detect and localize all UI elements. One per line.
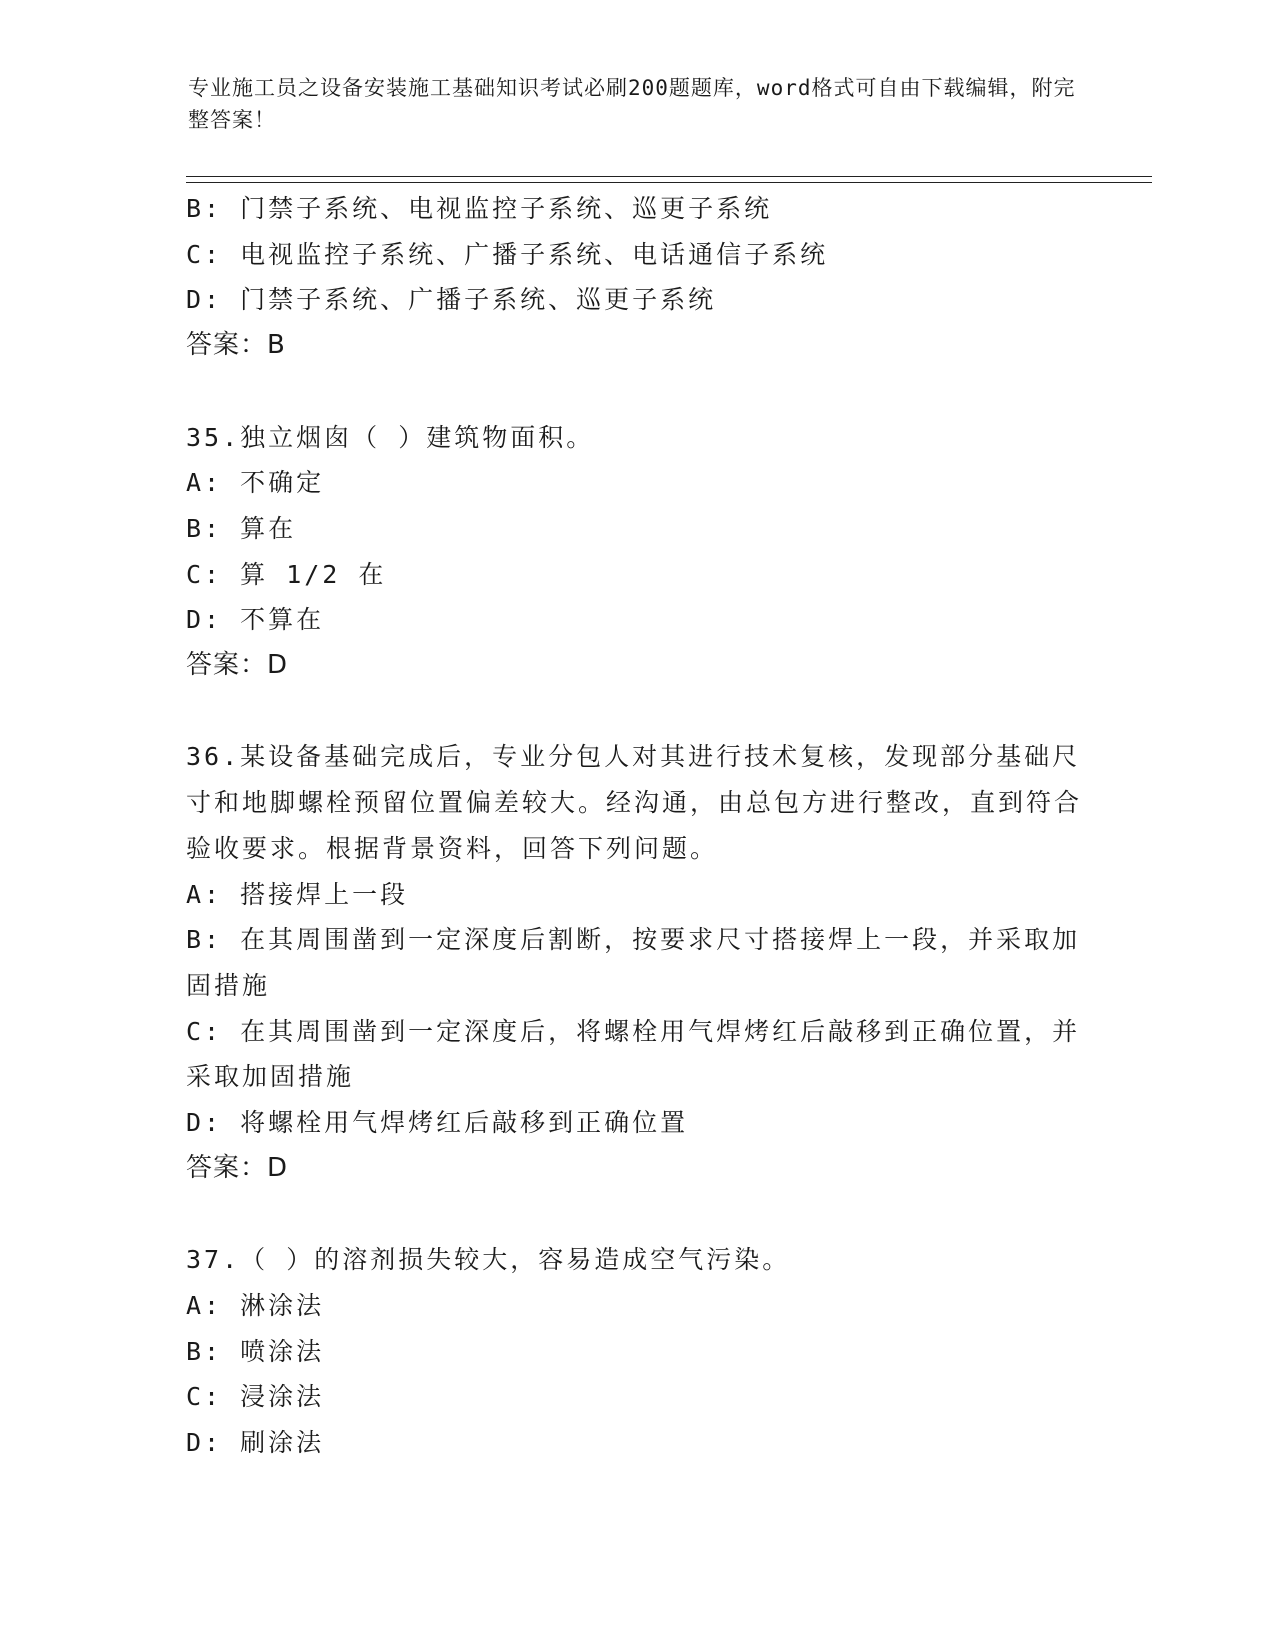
q35-option-d: D: 不算在: [186, 605, 325, 635]
q37-question: 37.（ ）的溶剂损失较大，容易造成空气污染。: [186, 1245, 791, 1275]
q35-option-c: C: 算 1/2 在: [186, 559, 387, 589]
q36-answer: 答案：D: [186, 1152, 289, 1183]
q37-option-a: A: 淋涂法: [186, 1290, 325, 1320]
header-divider: [186, 176, 1152, 183]
q34-answer: 答案：B: [186, 330, 286, 361]
q35-answer: 答案：D: [186, 650, 289, 681]
spacer: [186, 1191, 1086, 1237]
q37-option-b: B: 喷涂法: [186, 1336, 325, 1366]
page-header-title: 专业施工员之设备安装施工基础知识考试必刷200题题库，word格式可自由下载编辑，附完整答案！: [188, 76, 1076, 132]
q36-option-a: A: 搭接焊上一段: [186, 879, 409, 909]
q34-option-b: B: 门禁子系统、电视监控子系统、巡更子系统: [186, 194, 773, 223]
document-body: [186, 186, 1086, 1466]
q36-option-d: D: 将螺栓用气焊烤红后敲移到正确位置: [186, 1108, 689, 1138]
q34-option-c: C: 电视监控子系统、广播子系统、电话通信子系统: [186, 239, 829, 269]
q37-option-d: D: 刷涂法: [186, 1427, 325, 1457]
question-35-block: [186, 415, 1086, 689]
spacer: [186, 689, 1086, 735]
q36-option-c: C: 在其周围凿到一定深度后，将螺栓用气焊烤红后敲移到正确位置，并采取加固措施: [186, 1016, 1081, 1092]
q36-option-b: B: 在其周围凿到一定深度后割断，按要求尺寸搭接焊上一段，并采取加固措施: [186, 925, 1081, 1000]
q37-option-c: C: 浸涂法: [186, 1382, 325, 1412]
spacer: [186, 369, 1086, 415]
question-36-block: [186, 734, 1086, 1191]
q35-option-a: A: 不确定: [186, 468, 325, 498]
q36-question: 36.某设备基础完成后，专业分包人对其进行技术复核，发现部分基础尺寸和地脚螺栓预留位置偏差较大。经沟通，由总包方进行整改，直到符合验收要求。根据背景资料，回答下列问题。: [186, 742, 1083, 863]
question-34-block: [186, 186, 1086, 369]
question-37-block: [186, 1237, 1086, 1466]
q34-option-d: D: 门禁子系统、广播子系统、巡更子系统: [186, 285, 717, 315]
q35-question: 35.独立烟囱（ ）建筑物面积。: [186, 422, 595, 452]
q35-option-b: B: 算在: [186, 513, 297, 543]
